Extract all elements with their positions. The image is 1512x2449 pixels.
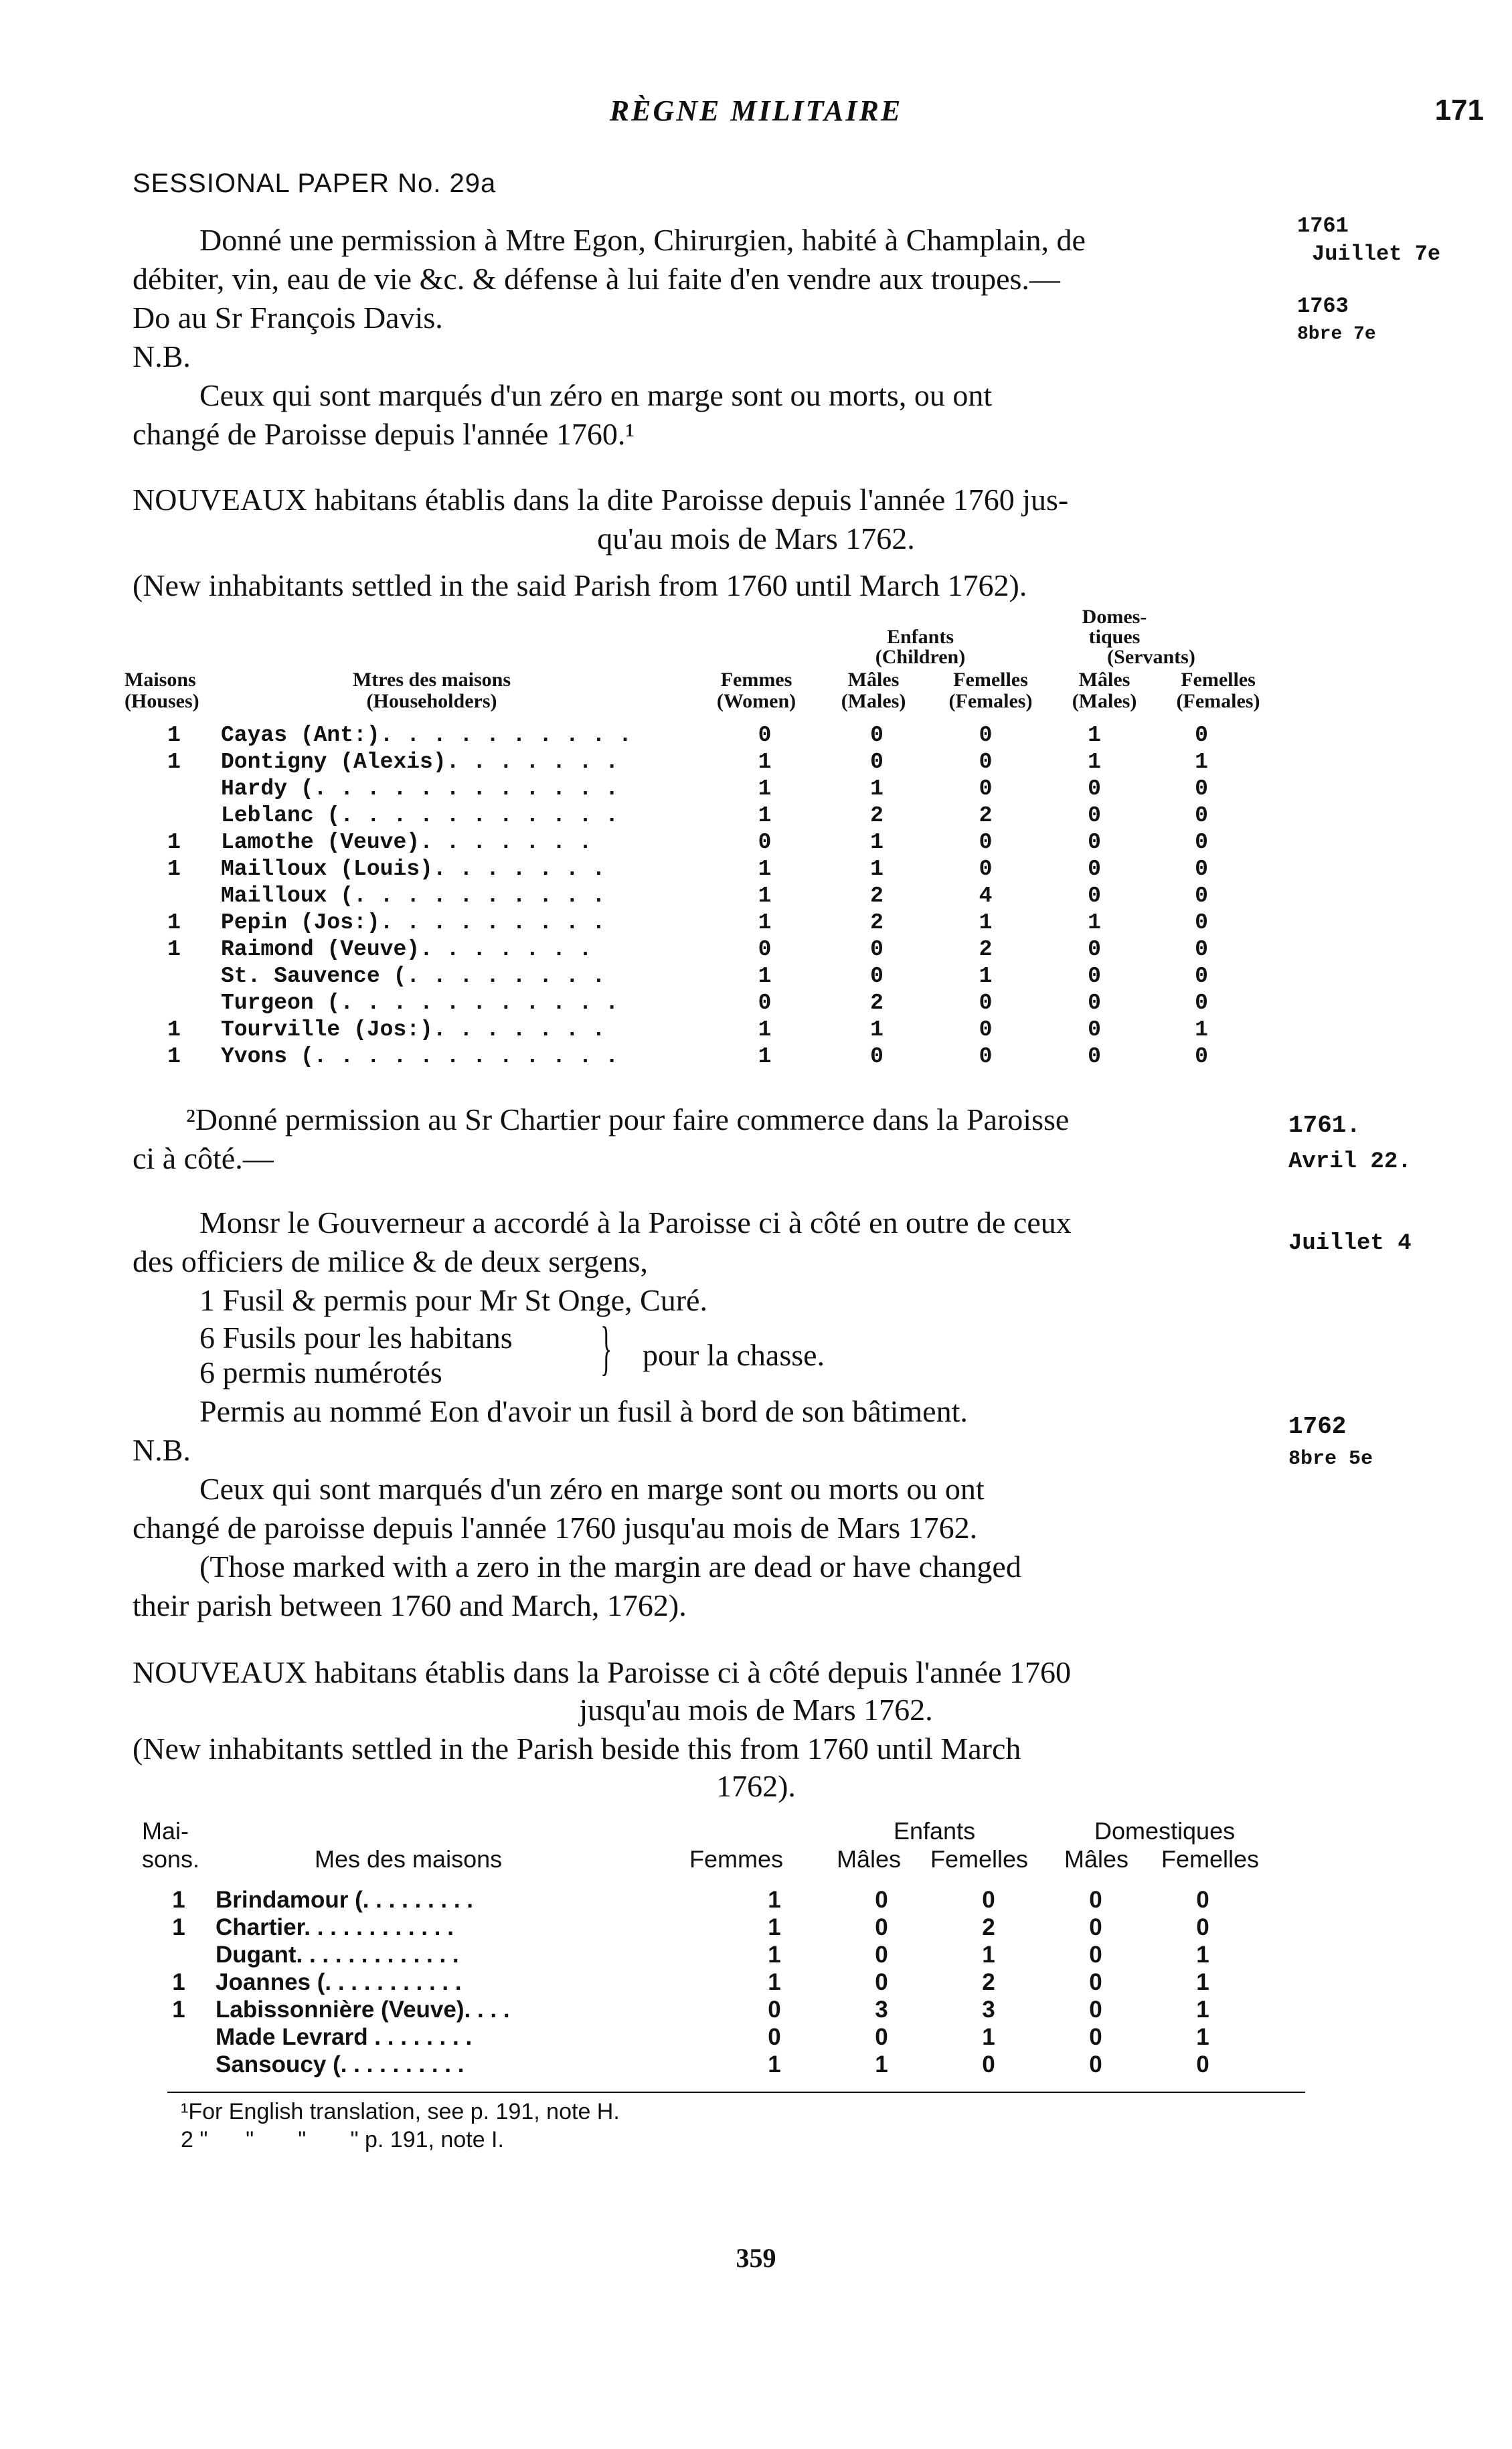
section2-title-line1: NOUVEAUX habitans établis dans la Paroisse ci à côté depuis l'année 1760: [133, 1655, 1071, 1689]
col-header-mtres: Mtres des maisons: [352, 669, 511, 691]
female-children: 0: [979, 990, 993, 1015]
women-count: 1: [768, 1886, 781, 1913]
female-servants: 0: [1196, 1914, 1209, 1940]
margin-date: 8bre 7e: [1297, 324, 1376, 345]
female-servants: 0: [1195, 910, 1208, 935]
section1-title-line3: (New inhabitants settled in the said Parish from 1760 until March 1762).: [133, 568, 1027, 602]
male-children: 0: [875, 1968, 888, 1995]
male-servants: 0: [1088, 883, 1101, 908]
women-count: 1: [758, 1017, 772, 1042]
householder-name: Dugant. . . . . . . . . . . . .: [216, 1941, 459, 1968]
house-count: [127, 775, 221, 802]
householder-name: Brindamour (. . . . . . . . .: [216, 1886, 474, 1913]
women-count: 1: [758, 883, 772, 908]
male-children: 0: [870, 936, 884, 962]
margin-date: 8bre 5e: [1288, 1448, 1373, 1470]
male-servants: 0: [1088, 990, 1101, 1015]
para2-line2: ci à côté.—: [133, 1141, 274, 1175]
householder-name: Labissonnière (Veuve). . . .: [216, 1996, 510, 2023]
para1-line5: changé de Paroisse depuis l'année 1760.¹: [133, 417, 635, 451]
section1-title-line1: NOUVEAUX habitans établis dans la dite Paroisse depuis l'année 1760 jus-: [133, 483, 1069, 517]
female-children: 1: [982, 1941, 995, 1968]
col-header-enfants: Enfants: [894, 1817, 976, 1845]
male-children: 1: [870, 1017, 884, 1042]
householder-name: Leblanc (. . . . . . . . . . .: [221, 803, 619, 828]
householder-name: Joannes (. . . . . . . . . . .: [216, 1968, 462, 1995]
margin-year: 1762: [1288, 1413, 1347, 1440]
house-count: 1: [167, 936, 181, 962]
para3-line4: 6 Fusils pour les habitans: [199, 1321, 513, 1355]
male-servants: 0: [1088, 963, 1101, 989]
householder-name: Yvons (. . . . . . . . . . . .: [221, 1043, 619, 1069]
male-children: 1: [875, 2051, 888, 2078]
male-servants: 0: [1088, 776, 1101, 801]
col-header-femmes: Femmes: [689, 1845, 784, 1873]
curly-brace: }: [600, 1315, 612, 1381]
col-header-servants: (Servants): [1107, 646, 1195, 668]
male-children: 0: [875, 1914, 888, 1940]
margin-date: Avril 22.: [1288, 1149, 1412, 1175]
female-children: 1: [979, 963, 993, 989]
footnote-2: 2 " " " " p. 191, note I.: [181, 2127, 504, 2152]
female-servants: 0: [1195, 1043, 1208, 1069]
col-header-femelles: Femelles: [930, 1845, 1029, 1873]
male-servants: 0: [1089, 1886, 1102, 1913]
house-count: [127, 989, 221, 1016]
male-servants: 1: [1088, 749, 1101, 774]
householder-name: Raimond (Veuve). . . . . . .: [221, 936, 592, 962]
house-count: [142, 2023, 216, 2051]
col-header-dom-males: Mâles: [1078, 669, 1130, 691]
col-header-sons: sons.: [142, 1845, 200, 1873]
house-count: 1: [167, 829, 181, 855]
sessional-paper-label: SESSIONAL PAPER No. 29a: [133, 169, 497, 198]
householder-name: Sansoucy (. . . . . . . . . .: [216, 2051, 465, 2078]
householder-name: Dontigny (Alexis). . . . . . .: [221, 749, 619, 774]
women-count: 1: [768, 1968, 781, 1995]
female-servants: 0: [1195, 990, 1208, 1015]
col-header-femelles: Femelles: [953, 669, 1028, 691]
section2-title-line2: jusqu'au mois de Mars 1762.: [579, 1693, 933, 1727]
margin-year: 1761.: [1288, 1112, 1361, 1139]
col-header-dom-females-en: (Females): [1176, 690, 1260, 712]
table-row: [127, 989, 1258, 1016]
table-row: [127, 1043, 1258, 1070]
female-children: 2: [982, 1914, 995, 1940]
col-header-maisons: Maisons: [124, 669, 196, 691]
female-children: 2: [982, 1968, 995, 1995]
male-children: 2: [870, 803, 884, 828]
table-row: [127, 909, 1258, 936]
col-header-domestiques: tiques: [1088, 626, 1141, 648]
house-count: 1: [167, 1017, 181, 1042]
footnote-divider: [167, 2092, 1305, 2093]
table-row: [142, 1968, 1260, 1996]
house-count: 1: [172, 1996, 185, 2023]
male-servants: 0: [1089, 1914, 1102, 1940]
table-row: [127, 802, 1258, 829]
para2-line1: ²Donné permission au Sr Chartier pour faire commerce dans la Paroisse: [186, 1102, 1070, 1136]
male-servants: 0: [1088, 1043, 1101, 1069]
house-count: [127, 882, 221, 909]
house-count: [142, 1941, 216, 1968]
para3-line3: 1 Fusil & permis pour Mr St Onge, Curé.: [199, 1283, 707, 1317]
table-row: [127, 775, 1258, 802]
women-count: 1: [768, 2051, 781, 2078]
male-children: 1: [870, 776, 884, 801]
female-servants: 0: [1196, 1886, 1209, 1913]
male-servants: 1: [1088, 910, 1101, 935]
householder-name: Mailloux (. . . . . . . . . .: [221, 883, 606, 908]
col-header-males-en: (Males): [841, 690, 906, 712]
male-children: 2: [870, 910, 884, 935]
census-table-1: [127, 722, 1258, 1070]
male-children: 2: [870, 990, 884, 1015]
para3-line10: their parish between 1760 and March, 1762).: [133, 1588, 687, 1622]
female-servants: 0: [1195, 936, 1208, 962]
house-count: 1: [167, 749, 181, 774]
householder-name: Pepin (Jos:). . . . . . . . .: [221, 910, 606, 935]
female-servants: 0: [1195, 856, 1208, 881]
female-children: 0: [979, 856, 993, 881]
women-count: 1: [758, 963, 772, 989]
female-servants: 0: [1196, 2051, 1209, 2078]
margin-year: 1763: [1297, 294, 1349, 319]
male-servants: 0: [1088, 803, 1101, 828]
para1-line2: débiter, vin, eau de vie &c. & défense à lui faite d'en vendre aux troupes.—: [133, 262, 1060, 296]
male-children: 0: [870, 722, 884, 748]
col-header-houses: (Houses): [124, 690, 199, 712]
house-count: 1: [167, 910, 181, 935]
table-row: [142, 1886, 1260, 1914]
table-row: [127, 936, 1258, 962]
col-header-femmes: Femmes: [720, 669, 792, 691]
brace-text: pour la chasse.: [643, 1338, 825, 1372]
footnote-1: ¹For English translation, see p. 191, note H.: [181, 2099, 620, 2124]
male-children: 0: [870, 963, 884, 989]
householder-name: Turgeon (. . . . . . . . . . .: [221, 990, 619, 1015]
women-count: 1: [758, 910, 772, 935]
census-table-2: [142, 1886, 1260, 2078]
male-servants: 0: [1088, 936, 1101, 962]
table-row: [127, 722, 1258, 748]
section2-title-line3: (New inhabitants settled in the Parish beside this from 1760 until March: [133, 1732, 1021, 1766]
male-children: 0: [870, 749, 884, 774]
female-servants: 0: [1195, 829, 1208, 855]
bottom-page-number: 359: [736, 2243, 776, 2273]
col-header-males: Mâles: [837, 1845, 902, 1873]
para3-line6: Permis au nommé Eon d'avoir un fusil à bord de son bâtiment.: [199, 1394, 968, 1428]
female-servants: 0: [1195, 776, 1208, 801]
para1-line3: Do au Sr François Davis.: [133, 301, 443, 335]
para1-line4: Ceux qui sont marqués d'un zéro en marge sont ou morts, ou ont: [199, 378, 993, 412]
col-header-women: (Women): [716, 690, 796, 712]
para3-line9: (Those marked with a zero in the margin are dead or have changed: [199, 1549, 1021, 1584]
section1-title-line2: qu'au mois de Mars 1762.: [597, 521, 915, 556]
women-count: 0: [768, 2023, 781, 2050]
nb-label: N.B.: [133, 339, 191, 373]
male-children: 2: [870, 883, 884, 908]
female-servants: 1: [1196, 1996, 1209, 2023]
male-children: 1: [870, 856, 884, 881]
male-servants: 1: [1088, 722, 1101, 748]
col-header-householders: (Householders): [366, 690, 497, 712]
table-row: [127, 962, 1258, 989]
women-count: 0: [758, 990, 772, 1015]
householder-name: Mailloux (Louis). . . . . . .: [221, 856, 606, 881]
female-children: 2: [979, 936, 993, 962]
female-children: 4: [979, 883, 993, 908]
house-count: 1: [172, 1914, 185, 1940]
householder-name: Chartier. . . . . . . . . . . .: [216, 1914, 454, 1940]
table-row: [127, 748, 1258, 775]
house-count: 1: [172, 1968, 185, 1995]
house-count: [127, 962, 221, 989]
householder-name: Hardy (. . . . . . . . . . . .: [221, 776, 619, 801]
male-servants: 0: [1088, 829, 1101, 855]
women-count: 0: [758, 829, 772, 855]
table-row: [142, 2051, 1260, 2078]
para1-line1: Donné une permission à Mtre Egon, Chirurgien, habité à Champlain, de: [199, 223, 1086, 257]
col-header-dom-males-en: (Males): [1072, 690, 1137, 712]
house-count: 1: [167, 1043, 181, 1069]
house-count: [127, 802, 221, 829]
female-children: 2: [979, 803, 993, 828]
male-children: 0: [875, 1886, 888, 1913]
women-count: 0: [758, 722, 772, 748]
table-row: [142, 1914, 1260, 1941]
male-children: 0: [870, 1043, 884, 1069]
house-count: 1: [167, 856, 181, 881]
table-row: [127, 829, 1258, 855]
female-children: 0: [979, 829, 993, 855]
women-count: 1: [768, 1941, 781, 1968]
col-header-dom-males: Mâles: [1064, 1845, 1129, 1873]
section2-title-line4: 1762).: [716, 1769, 796, 1803]
female-servants: 0: [1195, 803, 1208, 828]
margin-date: Juillet 7e: [1312, 242, 1441, 266]
para3-line5: 6 permis numérotés: [199, 1355, 442, 1389]
female-children: 1: [982, 2023, 995, 2050]
table-row: [127, 855, 1258, 882]
male-servants: 0: [1089, 1968, 1102, 1995]
male-children: 0: [875, 2023, 888, 2050]
female-servants: 0: [1195, 722, 1208, 748]
table-row: [142, 2023, 1260, 2051]
female-servants: 1: [1196, 1968, 1209, 1995]
para3-line7: Ceux qui sont marqués d'un zéro en marge sont ou morts ou ont: [199, 1472, 985, 1506]
householder-name: Made Levrard . . . . . . . .: [216, 2023, 473, 2050]
women-count: 0: [758, 936, 772, 962]
female-servants: 0: [1195, 963, 1208, 989]
col-header-dom-femelles: Femelles: [1161, 1845, 1260, 1873]
table-row: [127, 882, 1258, 909]
female-servants: 1: [1195, 1017, 1208, 1042]
householder-name: Lamothe (Veuve). . . . . . .: [221, 829, 592, 855]
page-number: 171: [1434, 94, 1484, 126]
para3-line8: changé de paroisse depuis l'année 1760 jusqu'au mois de Mars 1762.: [133, 1511, 978, 1545]
male-children: 0: [875, 1941, 888, 1968]
col-header-domestiques: Domes-: [1082, 606, 1147, 628]
house-count: 1: [167, 722, 181, 748]
women-count: 1: [758, 749, 772, 774]
female-children: 0: [979, 722, 993, 748]
female-children: 1: [979, 910, 993, 935]
householder-name: St. Sauvence (. . . . . . . .: [221, 963, 606, 989]
para3-line1: Monsr le Gouverneur a accordé à la Paroisse ci à côté en outre de ceux: [199, 1205, 1072, 1240]
male-servants: 0: [1089, 1996, 1102, 2023]
col-header-females-en: (Females): [948, 690, 1033, 712]
male-servants: 0: [1088, 1017, 1101, 1042]
householder-name: Tourville (Jos:). . . . . . .: [221, 1017, 606, 1042]
nb-label: N.B.: [133, 1433, 191, 1467]
female-children: 0: [979, 1017, 993, 1042]
female-children: 0: [982, 1886, 995, 1913]
female-children: 0: [979, 749, 993, 774]
col-header-dom-femelles: Femelles: [1181, 669, 1256, 691]
female-children: 3: [982, 1996, 995, 2023]
table-row: [142, 1941, 1260, 1968]
male-children: 3: [875, 1996, 888, 2023]
male-servants: 0: [1089, 2023, 1102, 2050]
margin-date: Juillet 4: [1288, 1231, 1412, 1256]
women-count: 1: [758, 776, 772, 801]
house-count: 1: [172, 1886, 185, 1913]
female-children: 0: [979, 1043, 993, 1069]
male-children: 1: [870, 829, 884, 855]
male-servants: 0: [1088, 856, 1101, 881]
women-count: 1: [758, 803, 772, 828]
female-servants: 0: [1195, 883, 1208, 908]
col-header-mai: Mai-: [142, 1817, 189, 1845]
col-header-domestiques: Domestiques: [1094, 1817, 1236, 1845]
house-count: [142, 2051, 216, 2078]
male-servants: 0: [1089, 1941, 1102, 1968]
women-count: 1: [758, 1043, 772, 1069]
male-servants: 0: [1089, 2051, 1102, 2078]
female-children: 0: [979, 776, 993, 801]
table-row: [142, 1996, 1260, 2023]
women-count: 1: [758, 856, 772, 881]
female-servants: 1: [1195, 749, 1208, 774]
women-count: 0: [768, 1996, 781, 2023]
female-children: 0: [982, 2051, 995, 2078]
col-header-children: (Children): [875, 646, 966, 668]
col-header-mes-des-maisons: Mes des maisons: [315, 1845, 503, 1873]
margin-year: 1761: [1297, 214, 1349, 238]
col-header-enfants: Enfants: [886, 626, 954, 648]
women-count: 1: [768, 1914, 781, 1940]
table-row: [127, 1016, 1258, 1043]
female-servants: 1: [1196, 1941, 1209, 1968]
householder-name: Cayas (Ant:). . . . . . . . . .: [221, 722, 632, 748]
running-header: RÈGNE MILITAIRE: [609, 94, 903, 127]
para3-line2: des officiers de milice & de deux sergens,: [133, 1244, 648, 1278]
female-servants: 1: [1196, 2023, 1209, 2050]
col-header-males: Mâles: [847, 669, 900, 691]
